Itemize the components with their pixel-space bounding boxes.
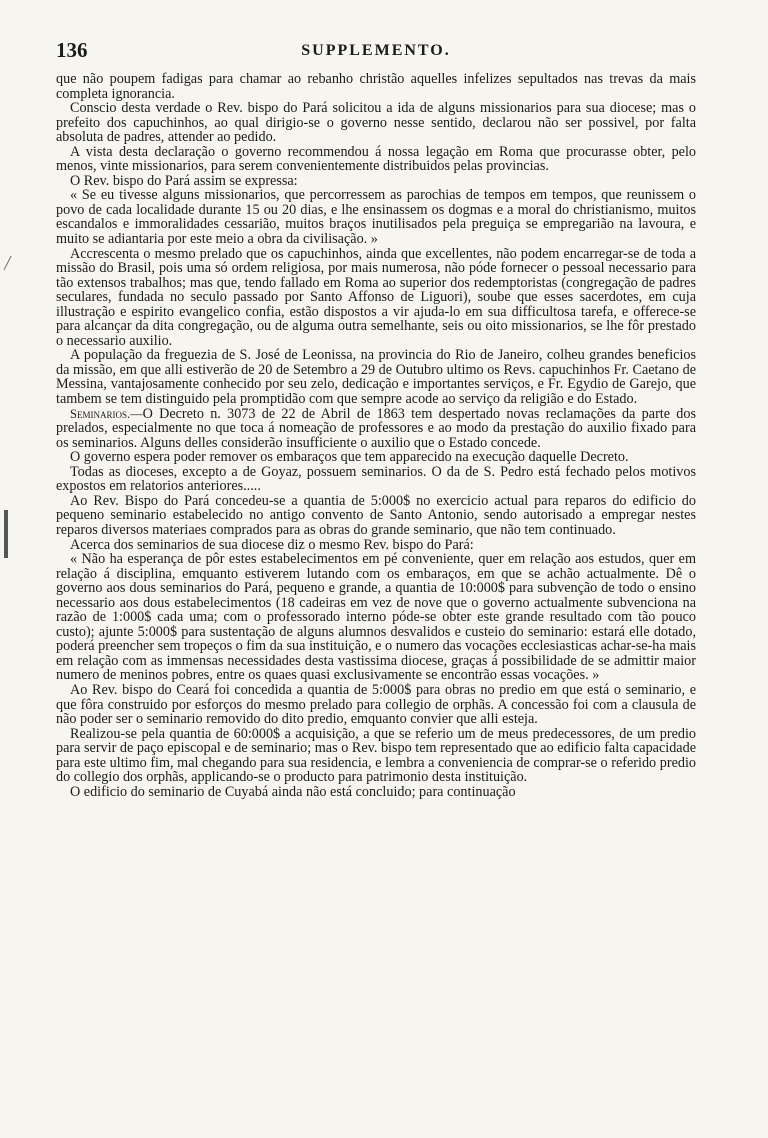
paragraph: Acerca dos seminarios de sua diocese diz o mesmo Rev. bispo do Pará: [70, 536, 474, 553]
document-page [56, 38, 696, 799]
paragraph: Todas as dioceses, excepto a de Goyaz, possuem seminarios. O da de S. Pedro está fechado pelos motivos expostos em relatorios anteriores..... [56, 463, 696, 495]
quote-paragraph: « Se eu tivesse alguns missionarios, que percorressem as parochias de tempos em tempos, que reunissem o povo de cada localidade durante 15 ou 20 dias, e lhe ensinassem os dogmas e a moral do christianismo, muitos escandalos e immoralidades cessarião, muitos braços inutilisados pela preguiça se empregarião na lavoura, e muito se adiantaria por este meio a obra da civilisação. » [56, 187, 696, 248]
page-header [56, 38, 696, 72]
paragraph: Ao Rev. Bispo do Pará concedeu-se a quantia de 5:000$ no exercicio actual para reparos do edificio do pequeno seminario estabelecido no antigo convento de Santo Antonio, sendo autorisado a empregar nestes reparos diversos materiaes comprados para as obras do grande seminario, que não tem continuado. [56, 492, 696, 538]
paragraph: Accrescenta o mesmo prelado que os capuchinhos, ainda que excellentes, não podem encarregar-se de toda a missão do Brasil, pois uma só ordem religiosa, por mais numerosa, não póde fornecer o pessoal necessario para tão extensos trabalhos; mas que, tendo fallado em Roma ao superior dos redemptoristas (congregação de padres seculares, fundada no seculo passado por Santo Affonso de Liguori), soube que esses sacerdotes, em cuja illustração e espirito evangelico confia, estão dispostos a vir ajuda-lo em sua difficultosa tarefa, e offerece-se para alcançar da dita congregação, ou de alguma outra semelhante, seis ou oito missionarios, se lhe fôr prestado o necessario auxilio. [56, 245, 696, 349]
paragraph: Realizou-se pela quantia de 60:000$ a acquisição, a que se referio um de meus predecessores, de um predio para servir de paço episcopal e de seminario; mas o Rev. bispo tem representado que ao edificio falta capacidade para este ultimo fim, mal chegando para sua residencia, e lembra a conveniencia de comprar-se o referido predio do collegio dos orphãs, applicando-se o producto para patrimonio desta instituição. [56, 725, 696, 786]
paragraph: O Rev. bispo do Pará assim se expressa: [70, 172, 298, 189]
seminarios-paragraph [56, 407, 696, 451]
paragraph: O governo espera poder remover os embaraços que tem apparecido na execução daquelle Decreto. [70, 449, 629, 466]
page-number: 136 [56, 38, 88, 62]
paragraph: Consciо desta verdade o Rev. bispo do Pará solicitou a ida de alguns missionarios para sua diocese; mas o prefeito dos capuchinhos, ao qual dirigio-se o governo nesse sentido, declarou não ser possivel, por falta absoluta de padres, attender ao pedido. [56, 100, 696, 146]
paragraph: A população da freguezia de S. José de Leonissa, na provincia do Rio de Janeiro, colheu grandes beneficios da missão, em que alli estiverão de 20 de Setembro a 29 de Outubro ultimo os Revs. capuchinhos Fr. Caetano de Messina, vantajosamente conhecido por seu zelo, dedicação e importantes serviços, e Fr. Egydio de Garejo, que tambem se tem distinguido pela promptidão com que sempre acode ao serviço da religião e do Estado. [56, 347, 696, 408]
paragraph: Ao Rev. bispo do Ceará foi concedida a quantia de 5:000$ para obras no predio em que está o seminario, e que fôra construido por esforços do mesmo prelado para collegio de orphãs. A concessão foi com a clausula de não poder ser o seminario removido do dito predio, emquanto convier que alli esteja. [56, 681, 696, 728]
quote-paragraph: « Não ha esperança de pôr estes estabelecimentos em pé conveniente, quer em relação aos estudos, quer em relação á disciplina, emquanto estiverem lutando com os embaraços, em que se achão actualmente. Dê o governo aos dous seminarios do Pará, pequeno e grande, a quantia de 10:000$ para subvenção de todo o ensino necessario aos dous estabelecimentos (18 cadeiras em vez de nove que o governo actualmente subvenciona na razão de 1:000$ cada uma; com o professorado interno póde-se obter este grande resultado com tão pouco custo); ajunte 5:000$ para sustentação de alguns alumnos desvalidos e custeio do seminario: estará elle dotado, poderá preencher sem tropeços o fim da sua instituição, e o numero das vocações ecclesiasticas achar-se-ha mais em relação com as immensas necessidades desta vastissima diocese, graças á possibilidade de se admittir maior numero de meninos pobres, entre os quaes quasi exclusivamente se encontrão essas vocações. » [56, 551, 696, 684]
paragraph: O edificio do seminario de Cuyabá ainda não está concluido; para continuação [70, 783, 516, 800]
paragraph: que não poupem fadigas para chamar ao rebanho christão aquelles infelizes sepultados nas trevas da mais completa ignorancia. [56, 71, 696, 102]
running-head: SUPPLEMENTO. [301, 42, 451, 59]
margin-mark [4, 510, 8, 558]
paragraph: A vista desta declaração o governo recommendou á nossa legação em Roma que procurasse obter, pelo menos, vinte missionarios, para serem convenientemente distribuidos pelas provincias. [56, 143, 696, 175]
margin-mark: ╱ [4, 256, 12, 270]
paragraph-text: O Decreto n. 3073 de 22 de Abril de 1863 tem despertado novas reclamações da parte dos prelados, especialmente no que toca á nomeação de professores e ao modo da prestação do auxilio fixado para os seminarios. Alguns delles considerão insufficiente o auxilio que o Estado concede. [56, 405, 696, 451]
body-text [56, 72, 696, 799]
section-label: Seminarios.— [70, 406, 143, 421]
